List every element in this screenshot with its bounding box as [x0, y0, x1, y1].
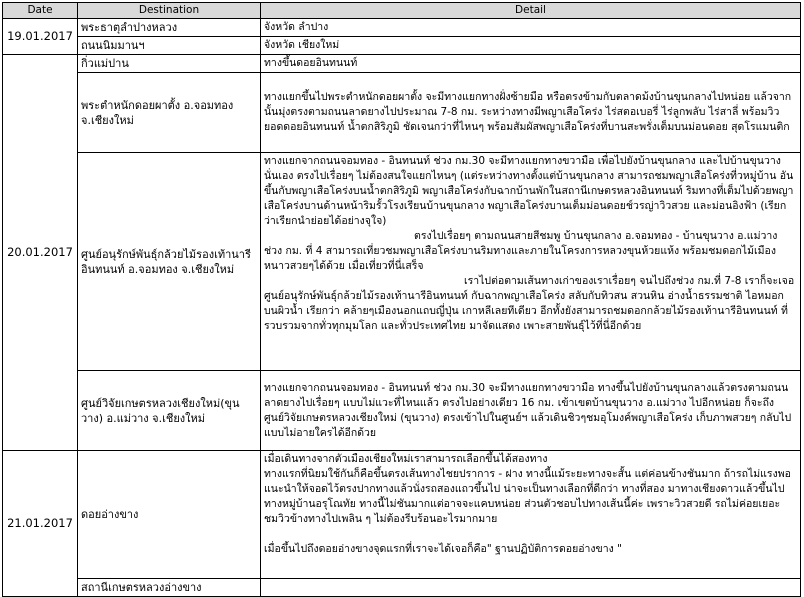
itinerary-table — [2, 2, 801, 597]
detail-cell — [261, 55, 801, 73]
detail-cell — [261, 579, 801, 597]
destination-cell: ดอยอ่างขาง — [78, 451, 261, 579]
detail-text: จังหวัด ลำปาง — [264, 21, 329, 33]
table-row — [3, 19, 801, 37]
detail-cell — [261, 73, 801, 153]
destination-cell: พระตำหนักดอยผาตั้ง อ.จอมทอง จ.เชียงใหม่ — [78, 73, 261, 153]
table-row — [3, 73, 801, 153]
detail-text: เราไปต่อตามเส้นทางเก่าของเราเรื่อยๆ จนไปถึงช่วง กม.ที่ 7-8 เราก็จะเจอศูนย์อนุรักษ์พันธุ์กล้วยไม้รองเท้านารีอินทนนท์ กับฉากพญาเสือโคร่ง สลับกับทิวสน สวนหิน อ่างน้ำธรรมชาติ ไอหมอกบนผิวน้ำ เรียกว่า คล้ายๆเมืองนอกแถบญี่ปุ่น เกาหลีเลยทีเดียว อีกทั้งยังสามารถชมดอกกล้วยไม้รองเท้านารีอินทนนท์ ที่รวบรวมจากทั่วทุกมุมโลก และทั่วประเทศไทย มาจัดแสดง เพาะสายพันธุ์ไว้ที่นี่อีกด้วย — [264, 275, 795, 332]
header-date: Date — [3, 3, 78, 19]
destination-cell: ศูนย์อนุรักษ์พันธุ์กล้วยไม้รองเท้านารีอินทนนท์ อ.จอมทอง จ.เชียงใหม่ — [78, 153, 261, 371]
header-row — [3, 3, 801, 19]
table-row — [3, 451, 801, 579]
detail-text: จังหวัด เชียงใหม่ — [264, 39, 340, 51]
date-cell: 21.01.2017 — [3, 451, 78, 597]
destination-cell: สถานีเกษตรหลวงอ่างขาง — [78, 579, 261, 597]
destination-cell: ศูนย์วิจัยเกษตรหลวงเชียงใหม่(ขุนวาง) อ.แม่วาง จ.เชียงใหม่ — [78, 371, 261, 451]
detail-cell — [261, 19, 801, 37]
detail-text: ทางขึ้นดอยอินทนนท์ — [264, 57, 358, 69]
table-row — [3, 371, 801, 451]
detail-cell — [261, 37, 801, 55]
date-cell: 19.01.2017 — [3, 19, 78, 55]
destination-cell: กิ่วแม่ปาน — [78, 55, 261, 73]
detail-text: เมื่อขึ้นไปถึงดอยอ่างขางจุดแรกที่เราจะได้เจอก็คือ" ฐานปฏิบัติการดอยอ่างขาง " — [264, 543, 622, 555]
table-row — [3, 579, 801, 597]
destination-cell: ถนนนิมมานฯ — [78, 37, 261, 55]
header-destination: Destination — [78, 3, 261, 19]
detail-text: ทางแยกขึ้นไปพระตำหนักดอยผาตั้ง จะมีทางแยกทางฝั่งซ้ายมือ หรือตรงข้ามกับตลาดม้งบ้านขุนกลางไปหน่อย แล้วจากนั้นมุ่งตรงตามถนนลาดยางไปประมาณ 7-8 กม. ระหว่างทางมีพญาเสือโคร่ง ไร่สตอเบอรี่ ไร่ลูกพลับ ไร่สาลี่ พร้อมวิวยอดดอยอินทนนท์ น้ำตกสิริภูมิ ชัดเจนกว่าที่ไหนๆ พร้อมสัมผัสพญาเสือโคร่งที่บานสะพรั่งเต็มบนม่อนดอย สุดโรแมนติก — [264, 91, 792, 133]
detail-text: ทางแรกที่นิยมใช้กันก็คือขึ้นตรงเส้นทางไชยปราการ - ฝาง ทางนี้แม้ระยะทางจะสั้น แต่ค่อนข้างชันมาก ถ้ารถไม่แรงพอแนะนำให้จอดไว้ตรงปากทางแล้วนั่งรถสองแถวขึ้นไป น่าจะเป็นทางเลือกที่ดีกว่า ทางที่สอง มาทางเชียงดาวแล้วขึ้นไปทางหมู่บ้านอรุโณทัย ทางนี้ไม่ชันมากแต่อาจจะแคบหน่อย ส่วนตัวชอบไปทางเส้นนี้ค่ะ เพราะวิวสวยดี รถไม่ค่อยเยอะ ชมวิวข้างทางไปเพลิน ๆ ไม่ต้องรีบร้อนอะไรมากมาย — [264, 468, 791, 525]
table-row — [3, 55, 801, 73]
table-row — [3, 153, 801, 371]
detail-text: ตรงไปเรื่อยๆ ตามถนนสายสีชมพู บ้านขุนกลาง อ.จอมทอง - บ้านขุนวาง อ.แม่วาง ช่วง กม. ที่ 4 สามารถเที่ยวชมพญาเสือโคร่งบานริมทางและภายในโครงการหลวงขุนห้วยแห้ง พร้อมชมดอกไม้เมืองหนาวสวยๆได้ด้วย เมื่อเที่ยวที่นี่เสร็จ — [264, 230, 778, 272]
date-cell: 20.01.2017 — [3, 55, 78, 451]
detail-text: ทางแยกจากถนนจอมทอง - อินทนนท์ ช่วง กม.30 จะมีทางแยกทางขวามือ เพื่อไปยังบ้านขุนกลาง และไปบ้านขุนวาง นั่นเอง ตรงไปเรื่อยๆ ไม่ต้องสนใจแยกไหนๆ (แต่ระหว่างทางตั้งแต่บ้านขุนกลาง สามารถชมพญาเสือโคร่งที่วหมู่บ้าน อันขึ้นกับพญาเสือโคร่งบนน้ำตกสิริภูมิ พญาเสือโคร่งกับฉากบ้านพักในสถานีเกษตรหลวงอินทนนท์ ริมทางที่เต็มไปด้วยพญาเสือโคร่งบานด้านหน้าริมรั้วโรงเรียนบ้านขุนกลาง พญาเสือโคร่งบานเต็มม่อนดอยช์วรญ่าวิวสวย และม่อนอิงฟ้า (เรียกว่าเรียกนำย่อยได้อย่างจุใจ) — [264, 155, 794, 227]
detail-cell — [261, 153, 801, 371]
table-row — [3, 37, 801, 55]
header-detail: Detail — [261, 3, 801, 19]
detail-cell — [261, 371, 801, 451]
destination-cell: พระธาตุลำปางหลวง — [78, 19, 261, 37]
detail-cell — [261, 451, 801, 579]
detail-text: ทางแยกจากถนนจอมทอง - อินทนนท์ ช่วง กม.30 จะมีทางแยกทางขวามือ ทางขึ้นไปยังบ้านขุนกลางแล้วตรงตามถนนลาดยางไปเรื่อยๆ แบบไม่แวะที่ไหนแล้ว ตรงไปอย่างเดียว 16 กม. เข้าเขตบ้านขุนวาง อ.แม่วาง ไปอีกหน่อย ก็จะถึงศูนย์วิจัยเกษตรหลวงเชียงใหม่ (ขุนวาง) ตรงเข้าไปในศูนย์ฯ แล้วเดินชิวๆชมอุโมงค์พญาเสือโคร่ง เก็บภาพสวยๆ กลับไปแบบไม่อายใครได้อีกด้วย — [264, 381, 792, 439]
detail-text: เมื่อเดินทางจากตัวเมืองเชียงใหม่เราสามารถเลือกขึ้นได้สองทาง — [264, 453, 548, 465]
